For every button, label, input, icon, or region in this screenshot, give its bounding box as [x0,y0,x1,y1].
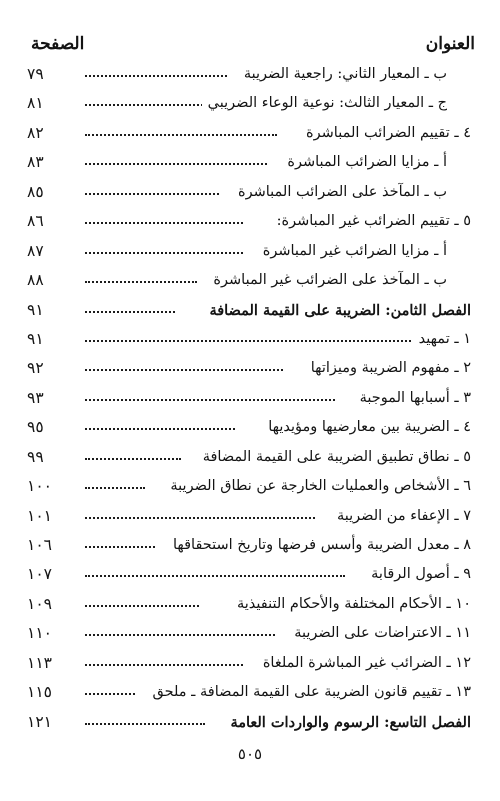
toc-page-number: ١٠١ [27,506,52,525]
toc-page-number: ٩١ [27,300,44,319]
dot-leader [85,693,135,695]
dot-leader [85,104,203,106]
toc-page-number: ٩٢ [27,359,44,378]
toc-page-number: ١٢١ [27,712,52,731]
toc-entry [25,472,475,501]
toc-entry-title: ١١ ـ الاعتراضات على الضريبة [288,619,475,648]
toc-page-number: ١١٠ [27,624,52,643]
toc-entry [25,325,475,354]
dot-leader [85,428,235,430]
toc-page-number: ٨٢ [27,123,44,142]
toc-entry-title: أ ـ مزايا الضرائب غير المباشرة [257,237,451,266]
dot-leader [85,340,419,342]
title-column-heading: العنوان [425,34,475,54]
dot-leader [85,75,227,77]
toc-entry [25,207,475,236]
toc-page-number: ١٠٦ [27,536,52,554]
dot-leader [85,723,205,725]
dot-leader [85,163,267,165]
dot-leader [85,575,345,577]
toc-page-number: ٩٣ [27,388,44,407]
toc-entry-title: ٤ ـ تقييم الضرائب المباشرة [300,119,475,148]
toc-page-number: ٩٩ [27,447,44,466]
dot-leader [85,311,175,313]
toc-header [25,29,475,59]
dot-leader [85,458,181,460]
toc-page-number: ٨٧ [27,241,44,260]
toc-entry [25,619,475,648]
dot-leader [85,517,315,519]
toc-entry [25,178,475,207]
dot-leader [85,487,145,489]
toc-page-number: ٩٥ [27,418,44,437]
toc-entry [25,89,475,118]
page-number: ٥٠٥ [237,745,263,763]
toc-chapter-title: الفصل التاسع: الرسوم والواردات العامة [224,708,475,737]
toc-entry-title: ٣ ـ أسبابها الموجبة [354,384,475,413]
toc-page-number: ٨٨ [27,271,44,290]
dot-leader [85,634,275,636]
toc-entry [25,649,475,678]
toc-page-number: ٨١ [27,94,44,113]
toc-entry-title: ٧ ـ الإعفاء من الضريبة [331,502,475,531]
toc-page-number: ١٠٠ [27,477,52,496]
toc-page-number: ١١٥ [27,683,52,702]
toc-entry [25,443,475,472]
toc-entry-title: أ ـ مزايا الضرائب المباشرة [281,148,451,177]
toc-page-number: ٨٦ [27,212,44,231]
dot-leader [85,664,243,666]
dot-leader [85,546,155,548]
dot-leader [85,369,283,371]
toc-entry [25,266,475,295]
toc-entry-title: ٢ ـ مفهوم الضريبة وميزاتها [305,354,475,383]
toc-entry [25,60,475,89]
dot-leader [85,222,243,224]
toc-page-number: ٨٣ [27,153,44,172]
toc-page-number: ٨٥ [27,182,44,201]
dot-leader [85,281,197,283]
toc-entry [25,413,475,442]
toc-entry [25,502,475,531]
toc-entry [25,560,475,589]
toc-entry-title: ٤ ـ الضريبة بين معارضيها ومؤيديها [262,413,475,442]
toc-chapter-title: الفصل الثامن: الضريبة على القيمة المضافة [203,296,475,325]
toc-entry-title: ٨ ـ معدل الضريبة وأسس فرضها وتاريخ استحقاقها [167,531,475,560]
toc-entry-title: ب ـ المآخذ على الضرائب غير المباشرة [207,266,451,295]
dot-leader [85,605,199,607]
toc-entry-title: ١ ـ تمهيد [413,325,475,354]
toc-page-number: ٧٩ [27,65,44,83]
toc-entry-title: ب ـ المآخذ على الضرائب المباشرة [232,178,451,207]
dot-leader [85,252,243,254]
toc-page-number: ١٠٧ [27,565,52,584]
toc-entry-title: ١٠ ـ الأحكام المختلفة والأحكام التنفيذية [231,590,475,619]
toc-entry [25,296,475,325]
toc-entry-title: ١٢ ـ الضرائب غير المباشرة الملغاة [257,649,475,678]
page-column-heading: الصفحة [31,34,85,54]
dot-leader [85,193,219,195]
toc-entry-title: ٥ ـ تقييم الضرائب غير المباشرة: [271,207,475,236]
toc-entry-title: ٥ ـ نطاق تطبيق الضريبة على القيمة المضافة [197,443,475,472]
toc-entry-title: ١٣ ـ تقييم قانون الضريبة على القيمة المضافة ـ ملحق [147,678,475,707]
toc-entry [25,354,475,383]
toc-page-number: ١٠٩ [27,594,52,613]
toc-entry [25,119,475,148]
toc-entry-title: ب ـ المعيار الثاني: راجعية الضريبة [238,60,451,89]
toc-entry [25,237,475,266]
toc-entry [25,148,475,177]
toc-entry [25,678,475,707]
toc-page-number: ١١٣ [27,653,52,672]
toc-entry [25,708,475,737]
toc-entry [25,590,475,619]
toc-page-number: ٩١ [27,329,44,348]
dot-leader [85,399,335,401]
dot-leader [85,134,277,136]
toc-entry-title: ٩ ـ أصول الرقابة [365,560,475,589]
toc-entry-title: ٦ ـ الأشخاص والعمليات الخارجة عن نطاق الضريبة [164,472,475,501]
toc-entry-title: ج ـ المعيار الثالث: نوعية الوعاء الضريبي [202,89,451,118]
toc-entry [25,384,475,413]
toc-entry [25,531,475,560]
toc-entries [25,60,475,737]
